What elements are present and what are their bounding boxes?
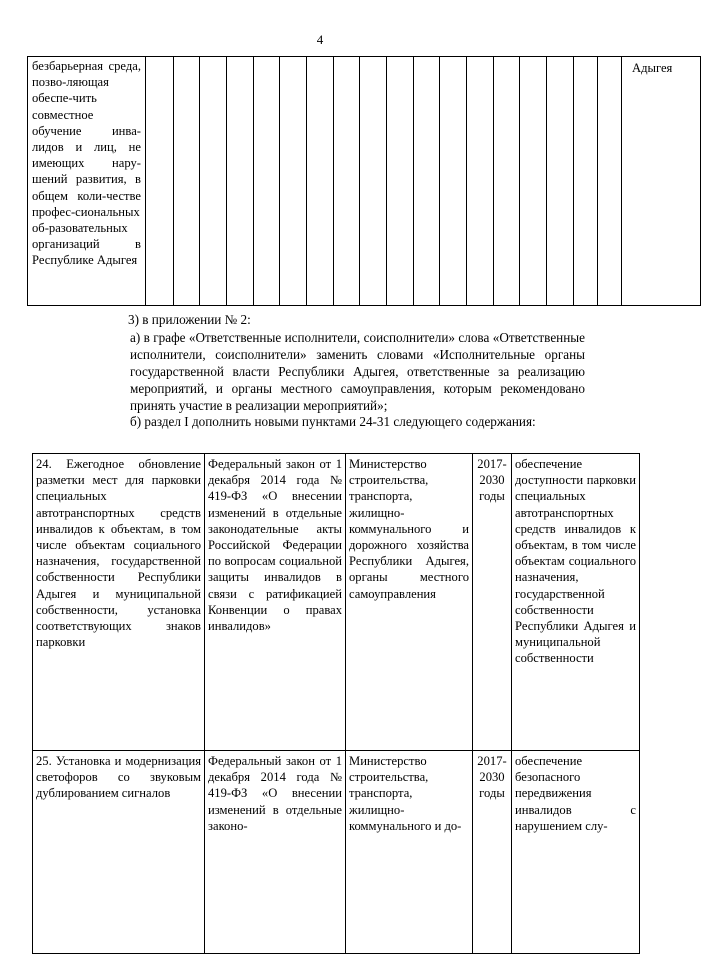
measure-cell: 25. Установка и модернизация светофоров со звуковым дублированием сигналов <box>33 751 205 954</box>
years-cell: 2017-2030 годы <box>473 454 512 751</box>
empty-cell <box>174 57 200 306</box>
law-cell: Федеральный закон от 1 декабря 2014 года № 419-ФЗ «О внесении изменений в отдельные законо- <box>205 751 346 954</box>
empty-cell <box>200 57 227 306</box>
empty-cell <box>547 57 574 306</box>
empty-cell <box>574 57 598 306</box>
empty-cell <box>146 57 174 306</box>
indicator-cell <box>28 57 146 306</box>
empty-cell <box>440 57 467 306</box>
item-a-paragraph <box>90 329 585 414</box>
executors-cell: Министерство строительства, транспорта, жилищно-коммунального и дорожного хозяйства Республики Адыгея, органы местного самоуправления <box>346 454 473 751</box>
empty-cell <box>598 57 622 306</box>
empty-cell <box>254 57 280 306</box>
item-a-text: а) в графе «Ответственные исполнители, соисполнители» слова «Ответственные исполнители, соисполнители» заменить словами «Исполнительные органы государственной власти Республики Адыгея, ответственные за реализацию мероприятий, и органы местного самоуправления, которым рекомендовано принять участие в реализации мероприятий»; <box>130 330 585 413</box>
region-text: Адыгея <box>632 61 673 75</box>
empty-cell <box>280 57 307 306</box>
empty-cell <box>387 57 414 306</box>
indicators-table <box>27 56 701 306</box>
law-cell: Федеральный закон от 1 декабря 2014 года № 419-ФЗ «О внесении изменений в отдельные законодательные акты Российской Федерации по вопросам социальной защиты инвалидов в связи с ратификацией Конвенции о правах инвалидов» <box>205 454 346 751</box>
empty-cell <box>334 57 360 306</box>
measures-table <box>32 453 640 954</box>
table-row <box>33 751 640 954</box>
empty-cell <box>307 57 334 306</box>
region-cell <box>622 57 701 306</box>
item-b-paragraph <box>90 413 585 430</box>
result-cell: обеспечение безопасного передвижения инвалидов с нарушением слу- <box>512 751 640 954</box>
page-number: 4 <box>316 32 324 47</box>
measure-cell: 24. Ежегодное обновление разметки мест для парковки специальных автотранспортных средств инвалидов к объектам, в том числе объектам социального назначения, государственной собственности Республики Адыгея и муниципальной собственности, установка соответствующих знаков парковки <box>33 454 205 751</box>
item-3-text: 3) в приложении № 2: <box>128 312 251 327</box>
result-cell: обеспечение доступности парковки специальных автотранспортных средств инвалидов к объектам, в том числе объектам социального назначения, государственной собственности Республики Адыгея и муниципальной собственности <box>512 454 640 751</box>
empty-cell <box>414 57 440 306</box>
table-row <box>33 454 640 751</box>
item-b-text: б) раздел I дополнить новыми пунктами 24-31 следующего содержания: <box>130 414 536 429</box>
executors-cell: Министерство строительства, транспорта, жилищно-коммунального и до- <box>346 751 473 954</box>
indicator-text: безбарьерная среда, позво-ляющая обеспе-чить совместное обучение инва-лидов и лиц, не имеющих нару-шений развития, в общем коли-честве профес-сиональных об-разовательных организаций в Республике Адыгея <box>32 59 141 268</box>
empty-cell <box>520 57 547 306</box>
empty-cell <box>467 57 494 306</box>
empty-cell <box>227 57 254 306</box>
empty-cell <box>494 57 520 306</box>
empty-cell <box>360 57 387 306</box>
years-cell: 2017-2030 годы <box>473 751 512 954</box>
